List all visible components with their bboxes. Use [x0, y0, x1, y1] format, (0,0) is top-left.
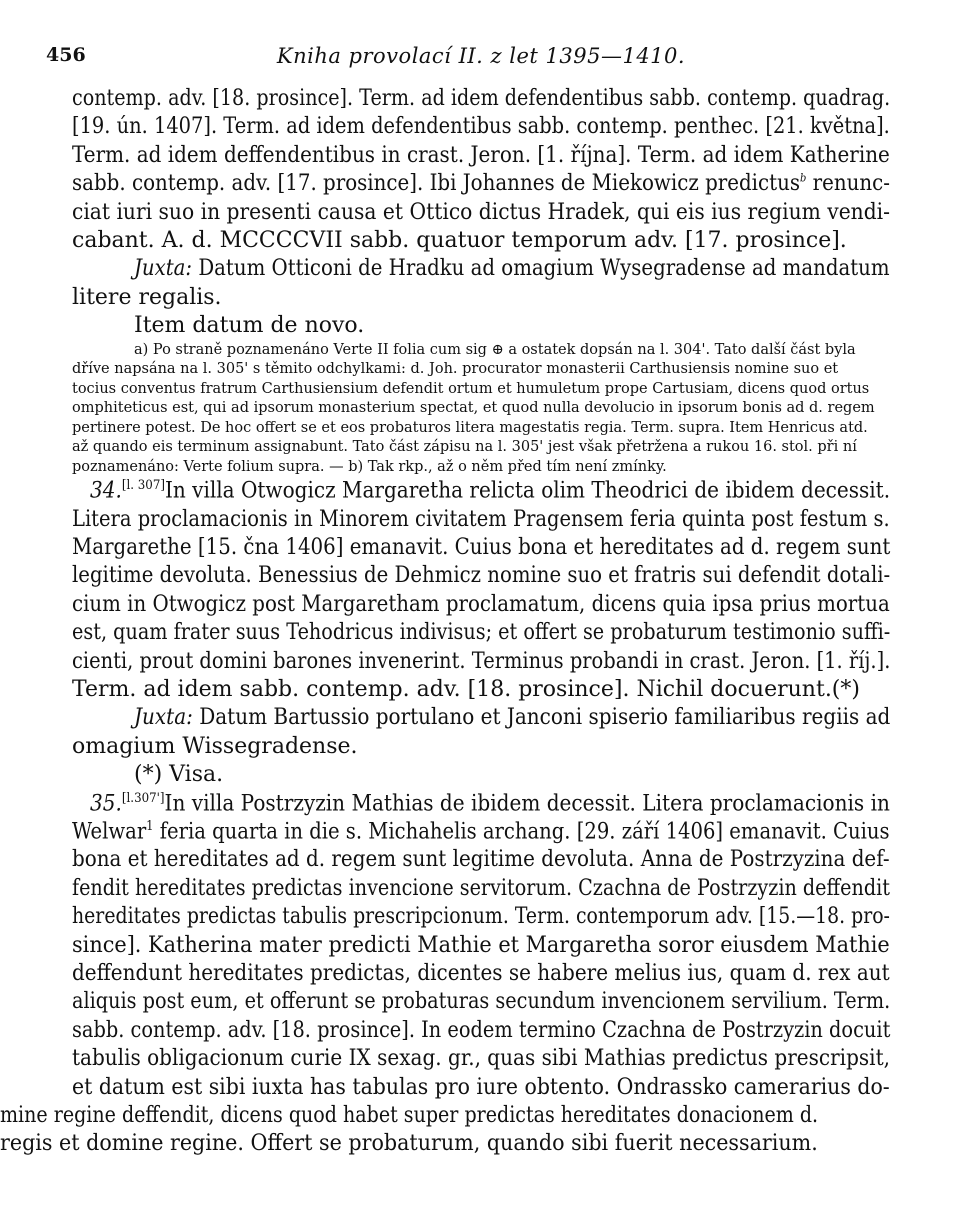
footnote-line: a) Po straně poznamenáno Verte II folia cum sig ⊕ a ostatek dopsán na l. 304'. Tato další část byla [134, 341, 856, 358]
text-line: Item datum de novo. [134, 313, 365, 339]
text-span: feria quarta in die s. Michahelis archang. [29. září 1406] emanavit. Cuius [153, 819, 890, 845]
juxta-text: Datum Bartussio portulano et Janconi spiserio familiaribus regiis ad [192, 705, 891, 731]
footnote-line: tocius conventus fratrum Carthusiensium defendit ortum et humuletum prope Cartusiam, dicens quod ortus [72, 380, 870, 397]
text-line: regis et domine regine. Offert se probaturum, quando sibi fuerit necessarium. [0, 1131, 818, 1157]
text-line: est, quam frater suus Tehodricus indivisus; et offert se probaturum testimonio suffi- [72, 620, 891, 646]
text-line: sabb. contemp. adv. [18. prosince]. In eodem termino Czachna de Postrzyzin docuit [72, 1017, 891, 1043]
visa-note: (*) Visa. [134, 762, 224, 788]
text-line: bona et hereditates ad d. regem sunt legitime devoluta. Anna de Postrzyzina def- [72, 847, 890, 873]
text-line: hereditates predictas tabulis prescripcionum. Term. contemporum adv. [15.—18. pro- [72, 904, 890, 930]
text-span: sabb. contemp. adv. [17. prosince]. Ibi Johannes de Miekowicz predictus [72, 171, 801, 197]
entry-first-line [90, 791, 890, 816]
text-line [72, 819, 890, 844]
text-line: et datum est sibi iuxta has tabulas pro iure obtento. Ondrassko camerarius do- [72, 1074, 890, 1100]
text-line: mine regine deffendit, dicens quod habet super predictas hereditates donacionem d. [0, 1102, 819, 1128]
running-title: Kniha provolací II. z let 1395—1410. [276, 44, 686, 68]
text-line: contemp. adv. [18. prosince]. Term. ad idem defendentibus sabb. contemp. quadrag. [72, 86, 891, 111]
footnote-line: pertinere potest. De hoc offert se et eos probaturos litera magestatis regia. Term. supra. Item Henricus atd. [72, 419, 868, 436]
text-line: litere regalis. [72, 284, 222, 310]
folio-reference: [l.307'] [121, 790, 165, 806]
footnote-marker: b [800, 171, 807, 185]
footnote-line: poznamenáno: Verte folium supra. — b) Tak rkp., až o něm před tím není zmínky. [72, 458, 667, 475]
text-line: since]. Katherina mater predicti Mathie et Margaretha soror eiusdem Mathie [72, 932, 890, 958]
text-line: Litera proclamacionis in Minorem civitatem Pragensem feria quinta post festum s. [72, 506, 890, 532]
juxta-label: Juxta: [134, 705, 193, 731]
text-line: tabulis obligacionum curie IX sexag. gr., quas sibi Mathias predictus prescripsit, [72, 1046, 890, 1072]
juxta-line [134, 705, 890, 730]
text-line: legitime devoluta. Benessius de Dehmicz nomine suo et fratris sui defendit dotali- [72, 563, 891, 589]
footnote-marker: 1 [146, 818, 154, 834]
entry-first-line [90, 478, 890, 503]
juxta-line [134, 256, 890, 281]
text-span: In villa Otwogicz Margaretha relicta olim Theodrici de ibidem decessit. [164, 478, 891, 504]
text-line: cienti, prout domini barones invenerint. Terminus probandi in crast. Jeron. [1. říj.]. [72, 648, 891, 674]
text-line: fendit hereditates predictas invencione servitorum. Czachna de Postrzyzin deffendit [72, 875, 890, 901]
text-line: [19. ún. 1407]. Term. ad idem defendentibus sabb. contemp. penthec. [21. května]. [72, 114, 890, 140]
text-line: cabant. A. d. MCCCCVII sabb. quatuor temporum adv. [17. prosince]. [72, 228, 847, 253]
text-span: Welwar [72, 819, 147, 845]
text-line: cium in Otwogicz post Margaretham proclamatum, dicens quia ipsa prius mortua [72, 591, 890, 617]
footnote-line: dříve napsána na l. 305' s těmito odchylkami: d. Joh. procurator monasterii Carthusiensis nomine suo et [72, 361, 839, 378]
juxta-label: Juxta: [134, 256, 193, 282]
entry-number: 35. [90, 790, 122, 816]
text-line: omagium Wissegradense. [72, 733, 358, 759]
folio-reference: [l. 307] [121, 478, 165, 494]
text-line: deffendunt hereditates predictas, dicentes se habere melius ius, quam d. rex aut [72, 960, 890, 986]
text-span: renunc- [806, 171, 890, 197]
text-line: Term. ad idem sabb. contemp. adv. [18. prosince]. Nichil docuerunt.(*) [72, 676, 860, 702]
text-line: aliquis post eum, et offerunt se probaturas secundum invencionem servilium. Term. [72, 989, 891, 1015]
text-line [72, 171, 890, 196]
juxta-text: Datum Otticoni de Hradku ad omagium Wysegradense ad mandatum [192, 256, 890, 282]
text-line: Term. ad idem deffendentibus in crast. Jeron. [1. října]. Term. ad idem Katherine [72, 142, 890, 168]
footnote-line: omphiteticus est, qui ad ipsorum monasterium spectat, et quod nulla devolucio in ipsorum bonis ad d. regem [72, 400, 875, 417]
entry-number: 34. [90, 478, 122, 504]
text-line: ciat iuri suo in presenti causa et Ottico dictus Hradek, qui eis ius regium vendi- [72, 199, 890, 225]
page-number: 456 [46, 44, 86, 66]
page-header [46, 44, 890, 74]
footnote-line: až quando eis terminum assignabunt. Tato část zápisu na l. 305' jest však přetržena a rukou 16. stol. při ní [72, 439, 857, 456]
text-line: Margarethe [15. čna 1406] emanavit. Cuius bona et hereditates ad d. regem sunt [72, 534, 891, 560]
text-span: In villa Postrzyzin Mathias de ibidem decessit. Litera proclamacionis in [164, 790, 890, 816]
